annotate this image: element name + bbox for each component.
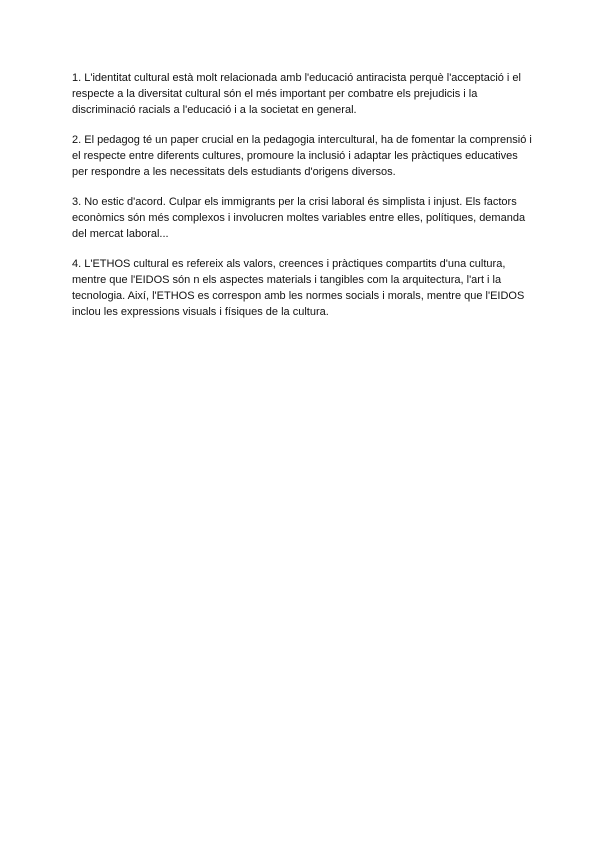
answer-paragraph-2: 2. El pedagog té un paper crucial en la pedagogia intercultural, ha de fomentar la comprensió i el respecte entre diferents cultures, promoure la inclusió i adaptar les pràctiques educatives per respondre a les necessitats dels estudiants d'origens diversos. [72,134,532,178]
answer-paragraph-3: 3. No estic d'acord. Culpar els immigrants per la crisi laboral és simplista i injust. Els factors econòmics són més complexos i involucren moltes variables entre elles, polítiques, demanda del mercat laboral... [72,196,526,240]
document-body [72,70,532,334]
answer-paragraph-4: 4. L'ETHOS cultural es refereix als valors, creences i pràctiques compartits d'una cultura, mentre que l'EIDOS són n els aspectes materials i tangibles com la arquitectura, l'art i la tecnologia. Així, l'ETHOS es correspon amb les normes socials i morals, mentre que l'EIDOS inclou les expressions visuals i físiques de la cultura. [72,258,525,318]
answer-paragraph-1: 1. L'identitat cultural està molt relacionada amb l'educació antiracista perquè l'acceptació i el respecte a la diversitat cultural són el més important per combatre els prejudicis i la discriminació racials a l'educació i a la societat en general. [72,72,521,116]
